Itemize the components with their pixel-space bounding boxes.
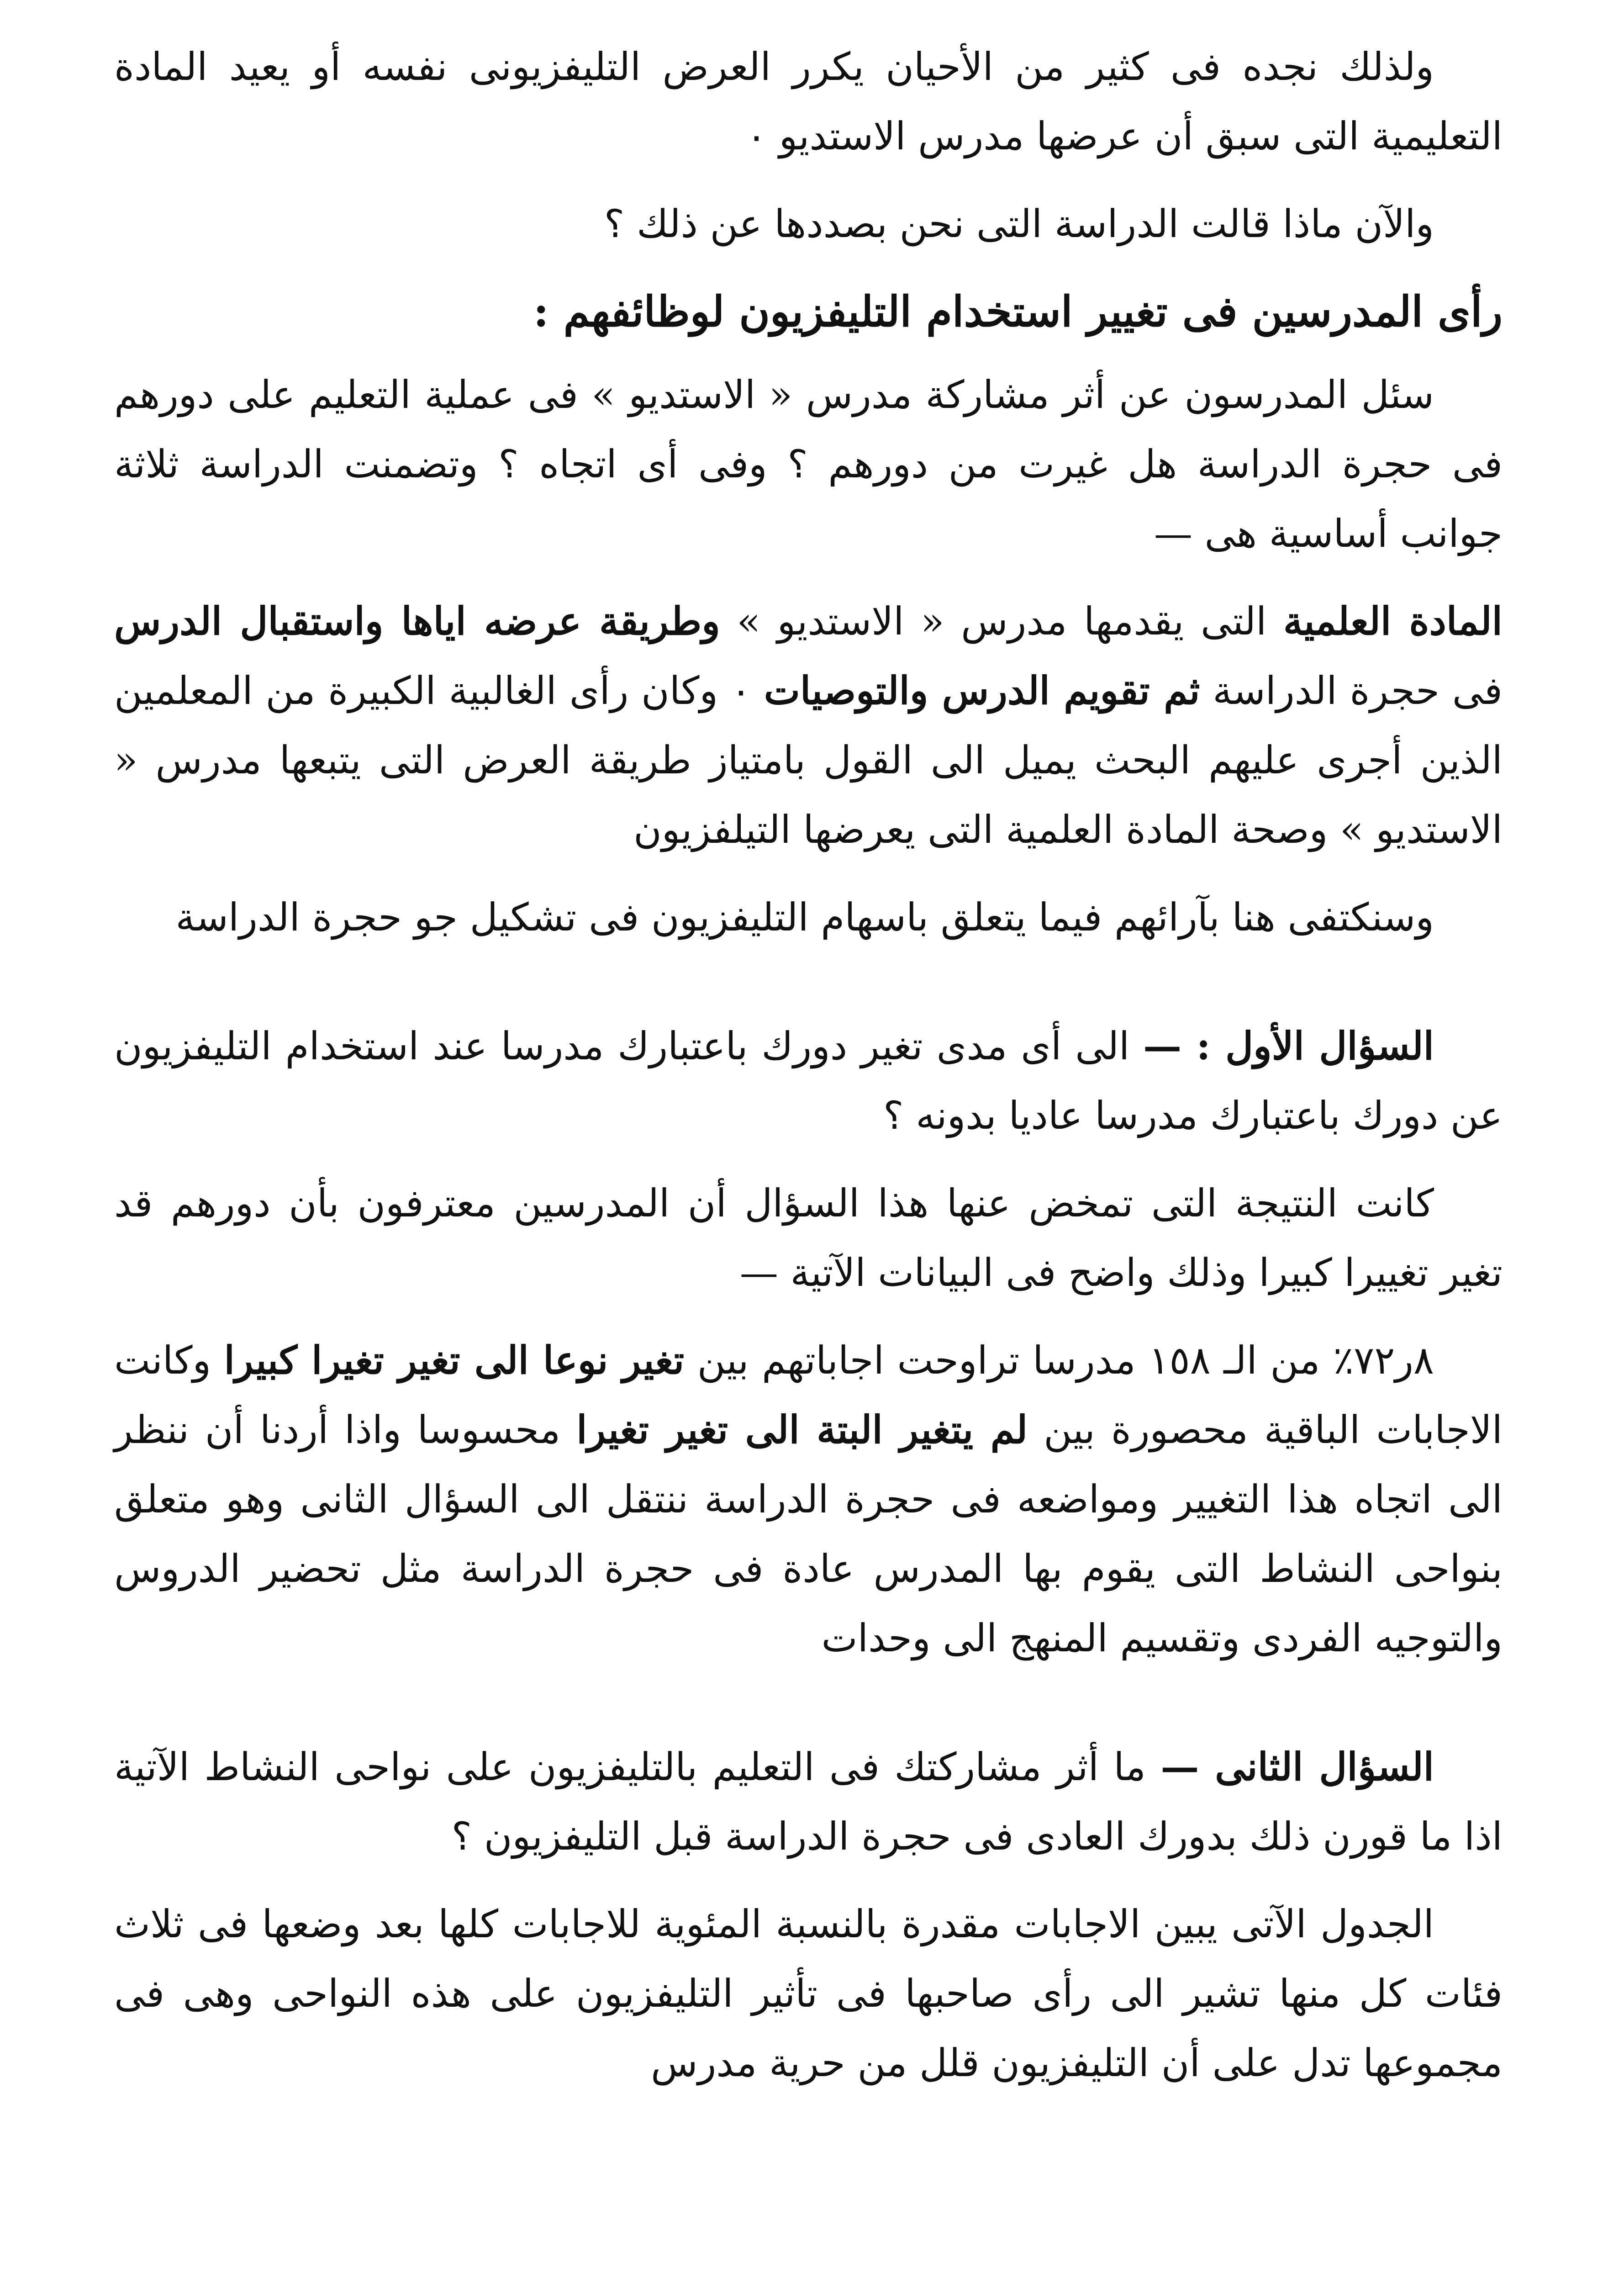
question-one-text: الى أى مدى تغير دورك باعتبارك مدرسا عند استخدام التليفزيون عن دورك باعتبارك مدرسا عاديا بدونه ؟	[114, 1024, 1503, 1138]
bold-term-no-change: لم يتغير البتة الى تغير تغيرا	[576, 1407, 1028, 1452]
section-heading: رأى المدرسين فى تغيير استخدام التليفزيون لوظائفهم :	[533, 287, 1503, 336]
question-one	[114, 1011, 1503, 1150]
paragraph-text: ٨ر٧٢٪ من الـ ١٥٨ مدرسا تراوحت اجاباتهم بين	[684, 1338, 1434, 1383]
spacer	[114, 970, 1503, 1011]
bold-term-subject: المادة العلمية	[1283, 598, 1503, 644]
paragraph-survey: سئل المدرسون عن أثر مشاركة مدرس « الاستديو » فى عملية التعليم على دورهم فى حجرة الدراسة هل غيرت من دورهم ؟ وفى أى اتجاه ؟ وتضمنت الدراسة ثلاثة جوانب أساسية هى —	[114, 372, 1503, 556]
document-page	[114, 32, 1503, 2284]
paragraph-table-intro: الجدول الآتى يبين الاجابات مقدرة بالنسبة المئوية للاجابات كلها بعد وضعها فى ثلاث فئات كل منها تشير الى رأى صاحبها فى تأثير التليفزيون على هذه النواحى وهى فى مجموعها تدل على أن التليفزيون قلل من حرية مدرس	[114, 1902, 1503, 2085]
question-two-text: ما أثر مشاركتك فى التعليم بالتليفزيون على نواحى النشاط الآتية اذا ما قورن ذلك بدورك العادى فى حجرة الدراسة قبل التليفزيون ؟	[114, 1745, 1503, 1859]
paragraph-subject-matter	[114, 587, 1503, 864]
question-two	[114, 1732, 1503, 1871]
question-one-label: السؤال الأول : —	[1143, 1023, 1434, 1068]
spacer	[114, 1691, 1503, 1732]
paragraph-text: التى يقدمها مدرس « الاستديو »	[720, 599, 1284, 644]
paragraph-result: كانت النتيجة التى تمخض عنها هذا السؤال أن المدرسين معترفون بأن دورهم قد تغير تغييرا كبيرا وذلك واضح فى البيانات الآتية —	[114, 1181, 1503, 1295]
paragraph-statistics	[114, 1326, 1503, 1673]
paragraph-intro: ولذلك نجده فى كثير من الأحيان يكرر العرض التليفزيونى نفسه أو يعيد المادة التعليمية التى سبق أن عرضها مدرس الاستديو ٠	[114, 44, 1503, 159]
paragraph-text: ٠ وكان رأى الغالبية الكبيرة من المعلمين الذين أجرى عليهم البحث يميل الى القول بامتياز طريقة العرض التى يتبعها مدرس « الاستديو » وصحة المادة العلمية التى يعرضها التيلفزيون	[114, 668, 1503, 852]
paragraph-text: فى حجرة الدراسة	[1200, 668, 1503, 713]
paragraph-question: والآن ماذا قالت الدراسة التى نحن بصددها عن ذلك ؟	[604, 201, 1434, 246]
paragraph-text: محسوسا واذا أردنا أن ننظر الى اتجاه هذا التغيير ومواضعه فى حجرة الدراسة ننتقل الى السؤال الثانى وهو متعلق بنواحى النشاط التى يقوم بها المدرس عادة فى حجرة الدراسة مثل تحضير الدروس والتوجيه الفردى وتقسيم المنهج الى وحدات	[114, 1407, 1503, 1660]
bold-term-change: تغير نوعا الى تغير تغيرا كبيرا	[224, 1338, 685, 1383]
bold-term-evaluation: ثم تقويم الدرس والتوصيات	[764, 668, 1200, 713]
paragraph-text: وكانت الاجابات الباقية محصورة بين	[114, 1338, 1503, 1452]
question-two-label: السؤال الثانى —	[1160, 1744, 1434, 1789]
bold-term-method: وطريقة عرضه اياها واستقبال الدرس	[114, 598, 720, 644]
paragraph-classroom: وسنكتفى هنا بآرائهم فيما يتعلق باسهام التليفزيون فى تشكيل جو حجرة الدراسة	[175, 895, 1434, 940]
